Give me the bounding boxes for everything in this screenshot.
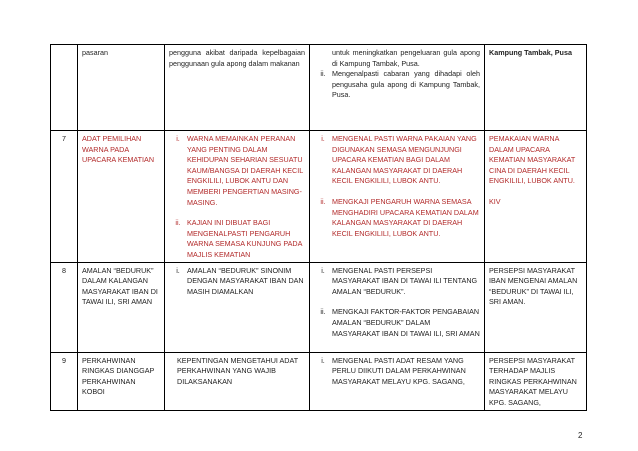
page-number: 2 <box>578 431 583 440</box>
title-cell: PERKAHWINAN RINGKAS DIANGGAP PERKAHWINAN KOBOI <box>78 352 165 410</box>
row-number: 7 <box>51 131 78 263</box>
research-table <box>50 44 587 411</box>
row-number <box>51 45 78 131</box>
location-cell: PERSEPSI MASYARAKAT TERHADAP MAJLIS RINGKAS PERKAHWINAN MASYARAKAT MELAYU KPG. SAGANG, <box>485 352 587 410</box>
problem-item: i. AMALAN “BEDURUK” SINONIM DENGAN MASYARAKAT IBAN DAN MASIH DIAMALKAN <box>176 265 304 296</box>
objective-item: i. MENGENAL PASTI ADAT RESAM YANG PERLU DIIKUTI DALAM PERKAHWINAN MASYARAKAT MELAYU KPG. SAGANG, <box>321 355 466 386</box>
problem-item: ii. KAJIAN INI DIBUAT BAGI MENGENALPASTI PENGARUH WARNA SEMASA KUNJUNG PADA MAJLIS KEMATIAN <box>175 218 303 259</box>
table-row <box>51 352 587 410</box>
title-cell: ADAT PEMILIHAN WARNA PADA UPACARA KEMATIAN <box>78 131 165 263</box>
objective-cell <box>310 45 485 131</box>
objective-cell <box>310 262 485 352</box>
table-row <box>51 45 587 131</box>
row-number: 9 <box>51 352 78 410</box>
objective-cell <box>310 352 485 410</box>
problem-cell <box>165 131 310 263</box>
objective-item: ii. MENGKAJI FAKTOR-FAKTOR PENGABAIAN AMALAN “BEDURUK” DALAM MASYARAKAT IBAN DI TAWAI ILI, SRI AMAN <box>320 307 480 338</box>
location-cell: PERSEPSI MASYARAKAT IBAN MENGENAI AMALAN “BEDURUK” DI TAWAI ILI, SRI AMAN. <box>485 262 587 352</box>
row-number: 8 <box>51 262 78 352</box>
objective-item: ii. MENGKAJI PENGARUH WARNA SEMASA MENGHADIRI UPACARA KEMATIAN DALAM KALANGAN MASYARAKAT DI DAERAH KECIL ENGKILILI, LUBOK ANTU. <box>320 196 479 238</box>
problem-cell: KEPENTINGAN MENGETAHUI ADAT PERKAHWINAN YANG WAJIB DILAKSANAKAN <box>165 352 310 410</box>
objective-item: untuk meningkatkan pengeluaran gula apong di Kampung Tambak, Pusa. <box>332 48 480 68</box>
problem-cell <box>165 262 310 352</box>
location-cell: PEMAKAIAN WARNA DALAM UPACARA KEMATIAN MASYARAKAT CINA DI DAERAH KECIL ENGKILILI, LUBOK ANTU. KIV <box>485 131 587 263</box>
kiv-note: KIV <box>489 196 501 206</box>
title-cell: pasaran <box>78 45 165 131</box>
table-row <box>51 262 587 352</box>
objective-item: i. MENGENAL PASTI PERSEPSI MASYARAKAT IBAN DI TAWAI ILI TENTANG AMALAN “BEDURUK”. <box>321 265 478 296</box>
objective-item: i. MENGENAL PASTI WARNA PAKAIAN YANG DIGUNAKAN SEMASA MENGUNJUNGI UPACARA KEMATIAN BAGI DALAM KALANGAN MASYARAKAT DI DAERAH KECIL ENGKILILI, LUBOK ANTU. <box>321 134 477 186</box>
objective-cell <box>310 131 485 263</box>
title-cell: AMALAN “BEDURUK” DALAM KALANGAN MASYARAKAT IBAN DI TAWAI ILI, SRI AMAN <box>78 262 165 352</box>
problem-item: i. WARNA MEMAINKAN PERANAN YANG PENTING DALAM KEHIDUPAN SEHARIAN SESUATU KAUM/BANGSA DI DAERAH KECIL ENGKILILI, LUBOK ANTU DAN MEMBERI PENGERTIAN MASING-MASING. <box>176 134 303 207</box>
location-cell: Kampung Tambak, Pusa <box>485 45 587 131</box>
problem-cell: pengguna akibat daripada kepelbagaian penggunaan gula apong dalam makanan <box>165 45 310 131</box>
table-row <box>51 131 587 263</box>
objective-item: ii. Mengenalpasti cabaran yang dihadapi oleh pengusaha gula apong di Kampung Tambak, Pusa. <box>320 69 480 100</box>
